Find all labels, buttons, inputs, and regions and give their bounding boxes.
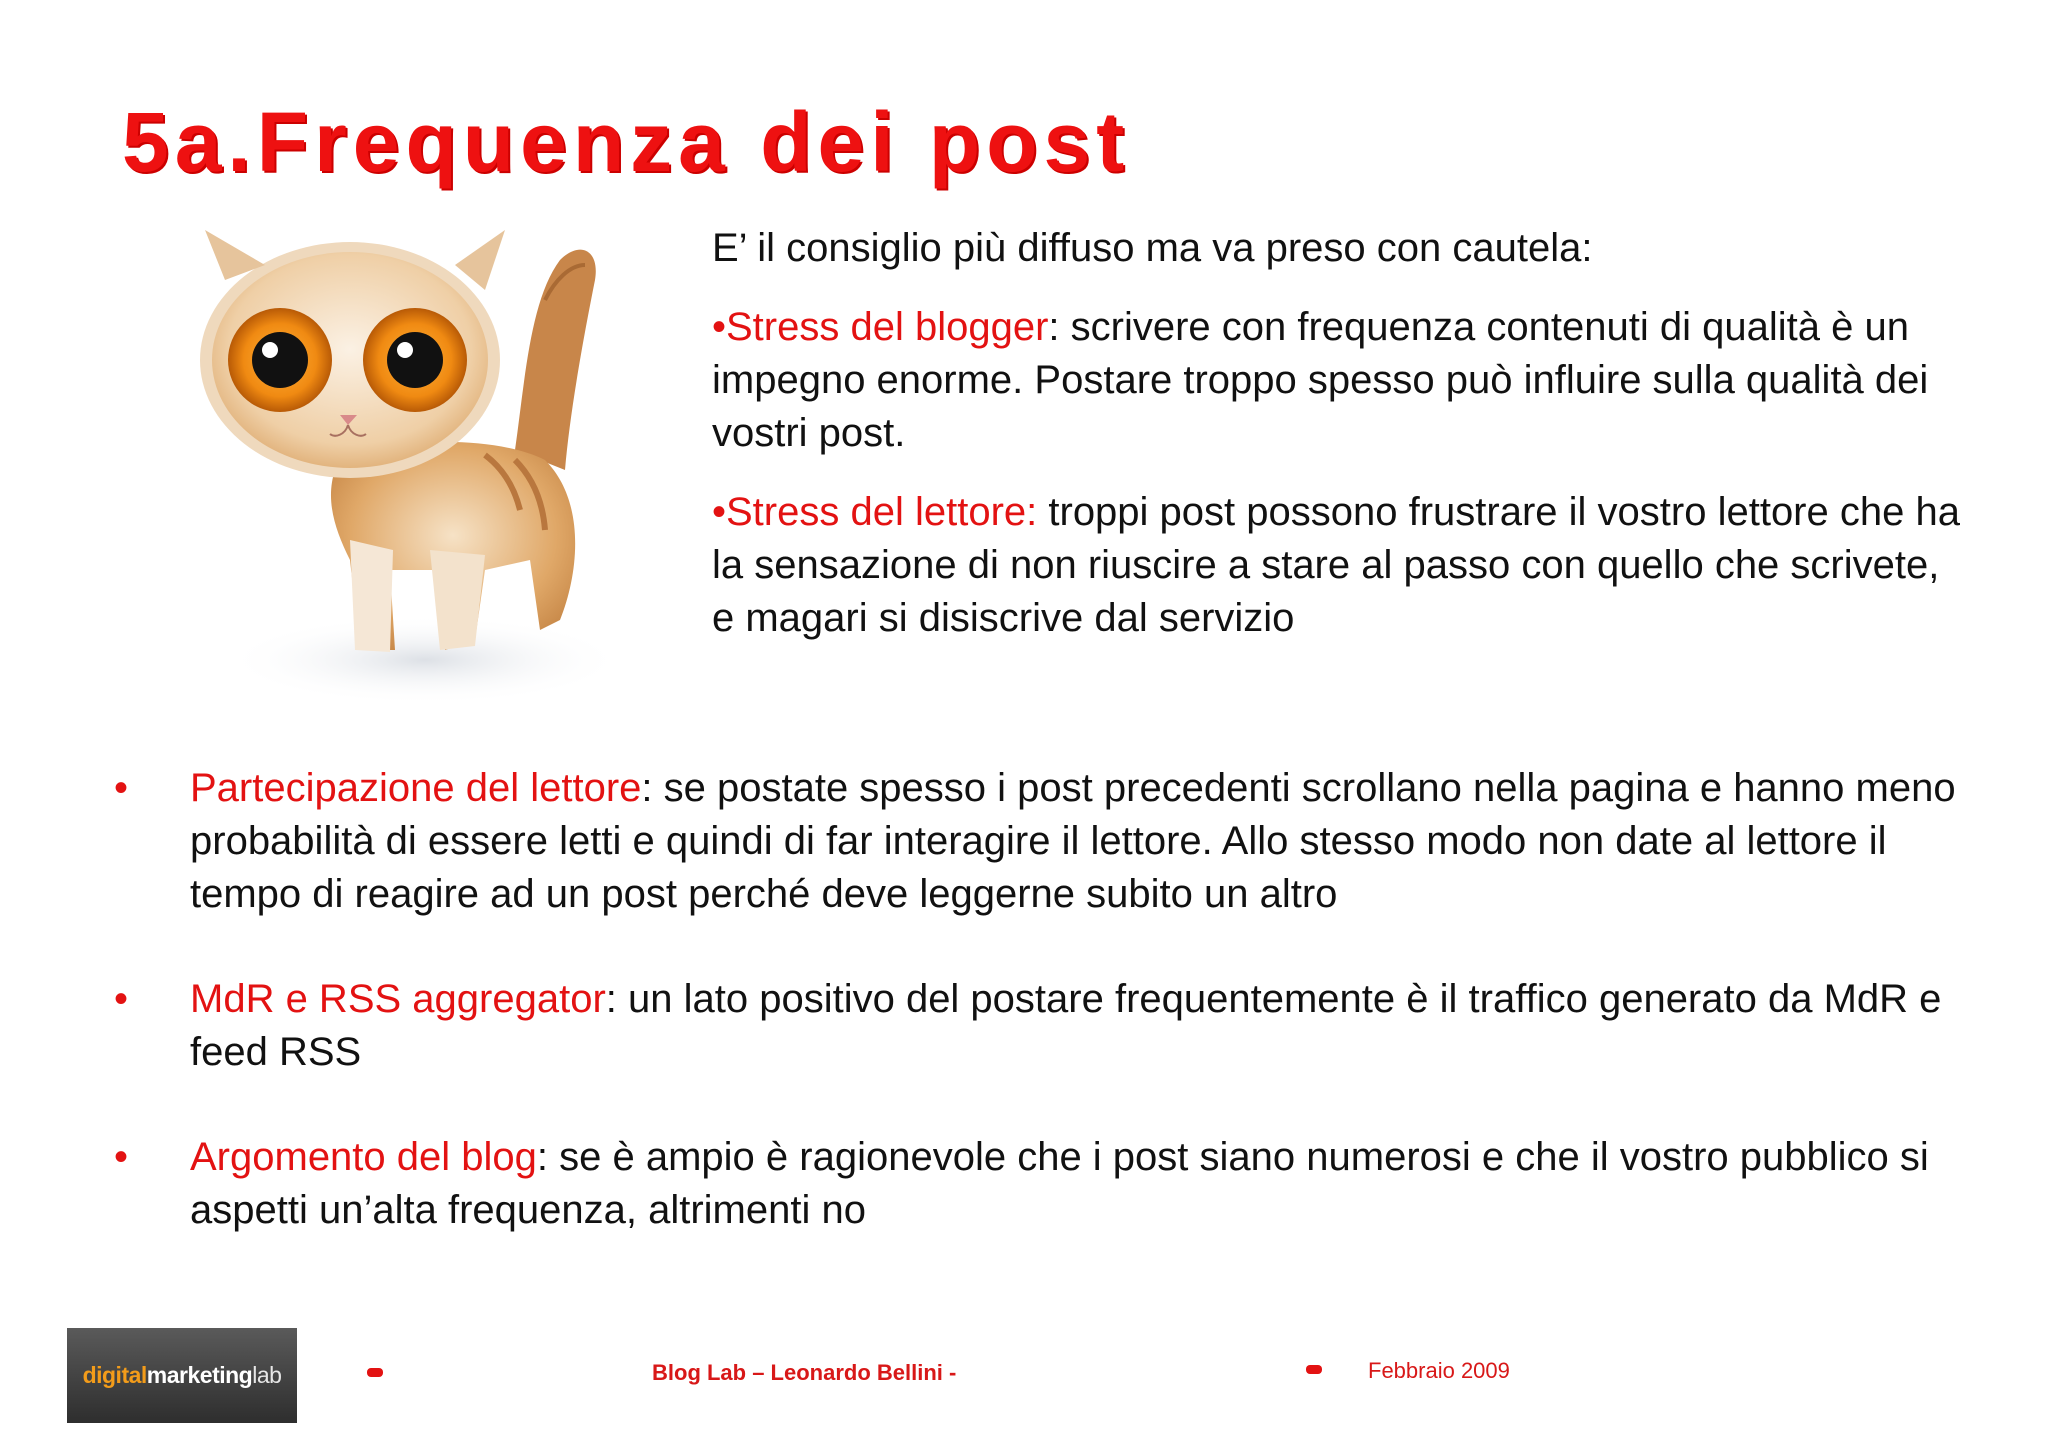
bullet-text: : se è ampio è ragionevole che i post siano numerosi e che il vostro pubblico si aspetti un’alta frequenza, altrimenti no — [190, 1135, 1929, 1232]
bullet-marker: • — [114, 766, 129, 810]
footer-date: Febbraio 2009 — [1368, 1358, 1510, 1383]
bullet-list — [110, 762, 1970, 1289]
bullet-item-mdr-rss — [110, 973, 1970, 1079]
bullet-lead: Partecipazione del lettore — [190, 766, 642, 810]
bullet-lead: MdR e RSS aggregator — [190, 977, 606, 1021]
footer-divider-mark-right — [1306, 1365, 1322, 1374]
bullet-marker: • — [114, 977, 129, 1021]
intro-text-block — [712, 222, 1972, 671]
point-lead: •Stress del blogger — [712, 305, 1049, 349]
logo-word-digital: digital — [82, 1362, 147, 1388]
point-stress-reader — [712, 486, 1972, 645]
footer-divider-mark-left — [367, 1368, 383, 1377]
point-stress-blogger — [712, 301, 1972, 460]
slide-title: 5a.Frequenza dei post — [122, 95, 1131, 189]
footer-author: Blog Lab – Leonardo Bellini - — [652, 1360, 957, 1385]
bullet-item-reader-participation — [110, 762, 1970, 921]
logo-word-lab: lab — [252, 1362, 282, 1388]
point-text: : scrivere con frequenza contenuti di qualità è un impegno enorme. Postare troppo spesso può influire sulla qualità dei vostri post. — [712, 305, 1929, 455]
bullet-text: : se postate spesso i post precedenti scrollano nella pagina e hanno meno probabilità di essere letti e quindi di far interagire il lettore. Allo stesso modo non date al lettore il tempo di reagire ad un post perché deve leggerne subito un altro — [190, 766, 1956, 916]
bullet-lead: Argomento del blog — [190, 1135, 537, 1179]
logo-word-marketing: marketing — [146, 1362, 253, 1388]
bullet-text: : un lato positivo del postare frequentemente è il traffico generato da MdR e feed RSS — [190, 977, 1942, 1074]
intro-sentence: E’ il consiglio più diffuso ma va preso con cautela: — [712, 226, 1593, 270]
bullet-item-blog-topic — [110, 1131, 1970, 1237]
point-lead: •Stress del lettore: — [712, 490, 1038, 534]
kitten-image — [185, 210, 630, 705]
digital-marketing-lab-logo — [67, 1328, 297, 1423]
point-text: troppi post possono frustrare il vostro lettore che ha la sensazione di non riuscire a stare al passo con quello che scrivete, e magari si disiscrive dal servizio — [712, 490, 1960, 640]
bullet-marker: • — [114, 1135, 129, 1179]
